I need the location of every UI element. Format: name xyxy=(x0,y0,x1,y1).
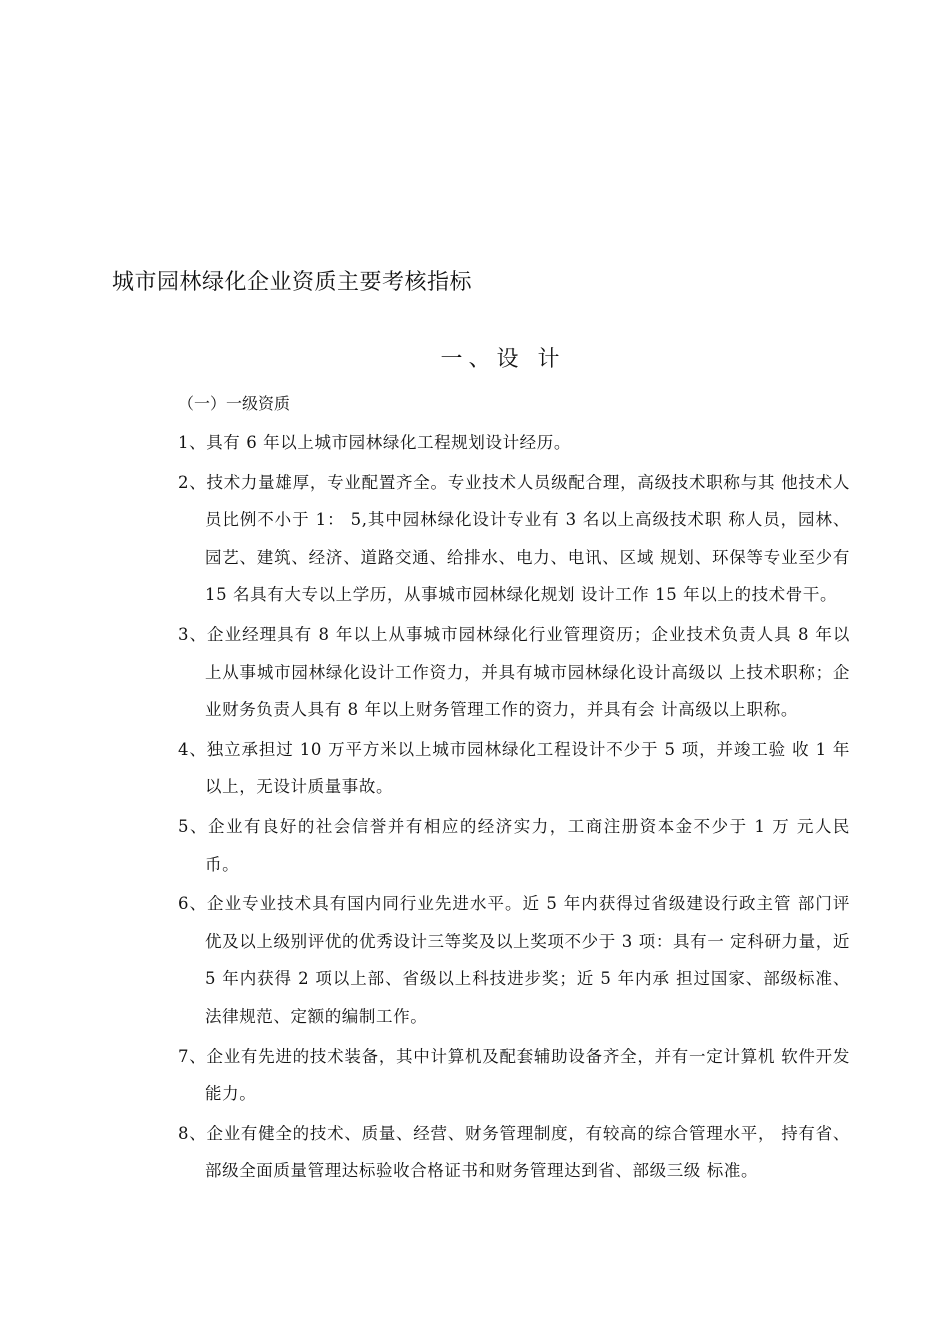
section-heading: 一、设 计 xyxy=(440,347,566,372)
document-title: 城市园林绿化企业资质主要考核指标 xyxy=(112,270,473,295)
requirement-item: 6、企业专业技术具有国内同行业先进水平。近 5 年内获得过省级建设行政主管 部门评优及以上级别评优的优秀设计三等奖及以上奖项不少于 3 项：具有一 定科研力量，近 5 年内获得 2 项以上部、省级以上科技进步奖；近 5 年内承 担过国家、部级标准、法律规范、定额的编制工作。 xyxy=(178,894,850,1026)
requirement-item: 2、技术力量雄厚，专业配置齐全。专业技术人员级配合理，高级技术职称与其 他技术人员比例不小于 1： 5,其中园林绿化设计专业有 3 名以上高级技术职 称人员，园林、园艺、建筑、经济、道路交通、给排水、电力、电讯、区域 规划、环保等专业至少有 15 名具有大专以上学历，从事城市园林绿化规划 设计工作 15 年以上的技术骨干。 xyxy=(178,472,850,605)
requirement-item: 8、企业有健全的技术、质量、经营、财务管理制度，有较高的综合管理水平， 持有省、部级全面质量管理达标验收合格证书和财务管理达到省、部级三级 标准。 xyxy=(178,1123,850,1181)
subsection-heading: （一）一级资质 xyxy=(178,394,291,413)
requirement-item: 3、企业经理具有 8 年以上从事城市园林绿化行业管理资历；企业技术负责人具 8 年以上从事城市园林绿化设计工作资力，并具有城市园林绿化设计高级以 上技术职称；企业财务负责人具有 8 年以上财务管理工作的资力，并具有会 计高级以上职称。 xyxy=(178,624,850,720)
requirement-item: 7、企业有先进的技术装备，其中计算机及配套辅助设备齐全，并有一定计算机 软件开发能力。 xyxy=(178,1046,850,1104)
requirement-item: 1、具有 6 年以上城市园林绿化工程规划设计经历。 xyxy=(178,433,571,452)
requirement-item: 5、企业有良好的社会信誉并有相应的经济实力，工商注册资本金不少于 1 万 元人民币。 xyxy=(178,816,850,874)
requirements-list xyxy=(178,424,850,1192)
requirement-item: 4、独立承担过 10 万平方米以上城市园林绿化工程设计不少于 5 项，并竣工验 收 1 年以上，无设计质量事故。 xyxy=(178,739,850,797)
